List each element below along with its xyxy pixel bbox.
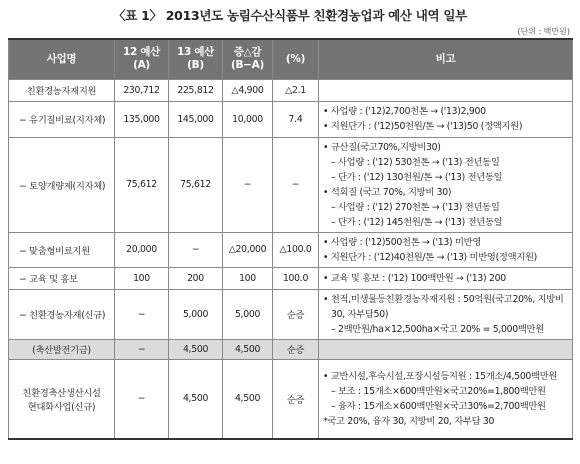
note-line: – 융자 : 15개소×600백만원×국고30%=2,700백만원 (331, 400, 546, 412)
note-line: • 사업량 : ('12)2,700천톤 → ('13)2,900 (323, 106, 486, 117)
note-line: – 단가 : ('12) 130천원/톤 → ('13) 전년동일 (331, 171, 503, 183)
note-line: – 사업량 : ('12) 270천톤 → ('13) 전년동일 (331, 201, 500, 213)
table-row (9, 79, 573, 101)
row-y12: − (115, 339, 169, 359)
row-name (9, 359, 115, 439)
row-y13: 4,500 (169, 339, 223, 359)
row-name: − 맞춤형비료지원 (9, 232, 115, 267)
header-row (9, 39, 573, 79)
row-pct: △100.0 (273, 232, 319, 267)
row-y13: − (169, 232, 223, 267)
note-line: – 보조 : 15개소×600백만원×국고20%=1,800백만원 (331, 385, 546, 397)
row-note (319, 289, 573, 339)
note-line: – 단가 : ('12) 145천원/톤 → ('13) 전년동일 (331, 216, 503, 228)
note-line: • 교반시설,후숙시설,포장시설등지원 : 15개소/4,500백만원 (323, 370, 558, 382)
note-line: *국고 20%, 융자 30, 지방비 20, 자부담 30 (323, 415, 495, 427)
row-diff: 4,500 (223, 339, 273, 359)
row-diff: 5,000 (223, 289, 273, 339)
row-y12: − (115, 359, 169, 439)
row-note (319, 137, 573, 232)
row-diff: 10,000 (223, 101, 273, 137)
row-y12: 100 (115, 267, 169, 289)
row-y12: − (115, 289, 169, 339)
row-y12: 20,000 (115, 232, 169, 267)
note-line: – 사업량 : ('12) 530천톤 → ('13) 전년동일 (331, 156, 500, 168)
note-line: • 석회질 (국고 70%, 지방비 30) (323, 186, 452, 198)
note-line: – 2백만원/ha×12,500ha×국고 20% = 5,000백만원 (331, 323, 544, 335)
header-pct: (%) (273, 39, 319, 79)
header-name: 사업명 (9, 39, 115, 79)
table-row (9, 232, 573, 267)
row-name: − 친환경농자재(신규) (9, 289, 115, 339)
row-y12: 75,612 (115, 137, 169, 232)
table-title: 〈표 1〉 2013년도 농림수산식품부 친환경농업과 예산 내역 일부 (113, 8, 467, 23)
header-note: 비고 (319, 39, 573, 79)
row-pct: 순증 (273, 339, 319, 359)
table-row (9, 339, 573, 359)
row-y13: 75,612 (169, 137, 223, 232)
row-pct: − (273, 137, 319, 232)
header-13: 13 예산 (B) (169, 39, 223, 79)
row-note (319, 267, 573, 289)
row-pct: 7.4 (273, 101, 319, 137)
table-row (9, 359, 573, 439)
row-pct: 순증 (273, 359, 319, 439)
note-line: • 사업량 : ('12)500천톤 → ('13) 미반영 (323, 236, 482, 248)
row-name-line: 친환경축산생산시설 (22, 387, 101, 399)
row-diff: 4,500 (223, 359, 273, 439)
header-diff: 증△감 (B−A) (223, 39, 273, 79)
row-note (319, 79, 573, 101)
note-line: • 교육 및 홍보 : ('12) 100백만원 → ('13) 200 (323, 272, 506, 284)
row-name: (축산발전기금) (9, 339, 115, 359)
table-row (9, 267, 573, 289)
header-12: 12 예산 (A) (115, 39, 169, 79)
row-y12: 230,712 (115, 79, 169, 101)
note-line: • 지원단가 : ('12)50천원/톤 → ('13)50 (정액지원) (323, 121, 523, 132)
unit-label: (단위 : 백만원) (517, 27, 570, 36)
note-line: 30, 자부담50) (331, 308, 389, 320)
row-name: 친환경농자재지원 (9, 79, 115, 101)
table-row (9, 101, 573, 137)
row-y13: 145,000 (169, 101, 223, 137)
row-y13: 225,812 (169, 79, 223, 101)
row-y12: 135,000 (115, 101, 169, 137)
row-pct: △2.1 (273, 79, 319, 101)
row-note (319, 339, 573, 359)
row-name: − 교육 및 홍보 (9, 267, 115, 289)
row-pct: 순증 (273, 289, 319, 339)
row-pct: 100.0 (273, 267, 319, 289)
row-note (319, 232, 573, 267)
row-diff: △4,900 (223, 79, 273, 101)
budget-table (8, 38, 573, 440)
row-diff: − (223, 137, 273, 232)
row-name-line: 현대화사업(신규) (27, 401, 96, 413)
row-name: − 유기질비료(지자체) (9, 101, 115, 137)
note-line: • 지원단가 : ('12)40천원/톤 → ('13) 미반영(정액지원) (323, 251, 537, 263)
table-row (9, 289, 573, 339)
row-name: − 토양개량제(지자체) (9, 137, 115, 232)
note-line: • 규산질(국고70%,지방비30) (323, 141, 441, 153)
table-row (9, 137, 573, 232)
row-y13: 4,500 (169, 359, 223, 439)
row-y13: 5,000 (169, 289, 223, 339)
row-note (319, 359, 573, 439)
row-y13: 200 (169, 267, 223, 289)
row-diff: 100 (223, 267, 273, 289)
row-note (319, 101, 573, 137)
note-line: • 천적,미생물등친환경농자재지원 : 50억원(국고20%, 지방비 (323, 293, 564, 305)
row-diff: △20,000 (223, 232, 273, 267)
